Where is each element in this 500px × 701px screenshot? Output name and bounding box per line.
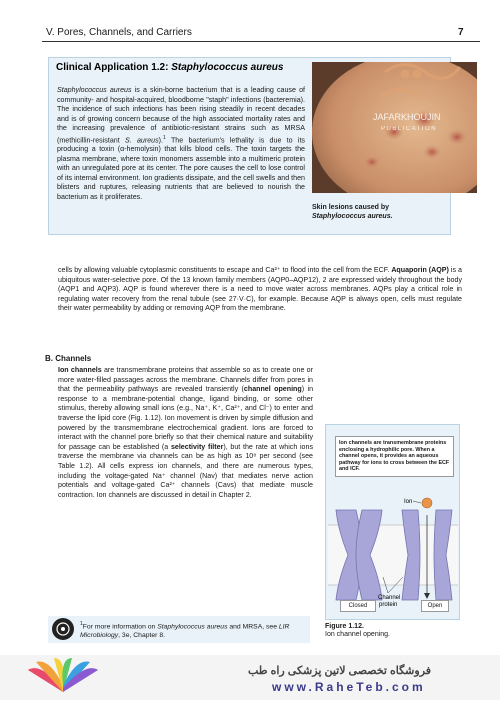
clinical-body-part1: is a skin-borne bacterium that is a leading cause of community- and hospital-acquired, bloodborne "staph" infections (bacteremia). The incidence of such infections has been rising steadily in recent decades and is of growing concern because of the high associated mortality rates and the increasing prevalence of antibiotic-resistant strains such as MRSA (methicillin-resistant [57, 86, 305, 144]
open-label: Open [421, 600, 449, 612]
store-name: فروشگاه تخصصی لاتین پزشکی راه طب [248, 665, 432, 677]
open-channel [402, 510, 452, 600]
ion-particle [422, 498, 432, 508]
header-rule [42, 41, 480, 42]
book-seal-icon [52, 618, 74, 640]
channels-bold1: channel opening [243, 385, 302, 394]
section-heading: B. Channels [45, 354, 92, 363]
watermark-line2: PUBLICATION [381, 126, 438, 132]
clinical-body-part3: The bacterium's lethality is due to its producing a toxin (α-hemolysin) that kills blood cells. The toxin targets the plasma membrane, where toxin monomers assemble into a multimeric protein with an unregulated pore at its center. The pore causes the cell to lose control of its internal environment. Ion gradients dissipate, and the cell swells and then blisters and ruptures, releasing nutrients that are believed to nourish the bacterium as it proliferates. [57, 135, 305, 201]
footnote-t3: , 3e, Chapter 8. [118, 631, 166, 639]
channels-text2: ) in response to a membrane-potential change, ligand binding, or some other stimulus, thereby allowing small ions (e.g., Na⁺, K⁺, Ca²⁺, and Cl⁻) to enter and traverse the lipid core (Fig. 1.12). Ion movement is driven by simple diffusion and powered by the transmembrane electrochemical gradient. Ions are forced to interact with the channel pore briefly so that their chemical nature and suitability for passage can be established (a [58, 385, 314, 451]
figure-caption: Ion channel opening. [325, 631, 390, 638]
caption-plain: Skin lesions caused by [312, 204, 390, 211]
watermark-line1: JAFARKHOUJIN [373, 112, 441, 122]
channels-paragraph [58, 366, 313, 500]
channels-text1: are transmembrane proteins that assemble so as to create one or more water-filled passages across the membrane. Channels differ from pores in that the permeability pathways are revealed transiently ( [58, 366, 313, 394]
channels-lead-term: Ion channels [58, 366, 102, 374]
clinical-body-italic: S. aureus [124, 135, 159, 144]
publisher-watermark [365, 52, 470, 152]
footnote-i1: Staphylococcus aureus [157, 623, 228, 631]
ion-label: Ion [404, 499, 413, 505]
figure-callout: Ion channels are transmembrane proteins enclosing a hydrophilic pore. When a channel opens, it provides an aqueous pathway for ions to cross between the ECF and ICF. [335, 436, 454, 477]
footnote-t2: and MRSA, see [227, 623, 279, 631]
closed-label: Closed [340, 600, 376, 612]
clinical-body-part2: ). [158, 135, 163, 144]
clinical-body-lead: Staphylococcus aureus [57, 86, 132, 94]
clinical-application-body [57, 86, 305, 202]
channels-text3: ), but the rate at which ions traverse the membrane via channels can be as high as 10⁸ per second (see Table 1.2). All cells express ion channels, and there are numerous types, including the voltage-gated Na⁺ channel (Nav) that mediates nerve action potentials and voltage-gated Ca²⁺ channels (Cavs) that mediate muscle contraction. Ion channels are discussed in detail in Chapter 2. [58, 442, 313, 499]
caption-italic: Staphylococcus aureus. [312, 213, 393, 220]
page-number: 7 [458, 27, 464, 38]
clinical-title-prefix: Clinical Application 1.2: [56, 62, 172, 73]
para1-text2: is a ubiquitous water-selective pore. Of the 13 known family members (AQP0–AQP12), 2 are expressed widely throughout the body (AQP1 and AQP3). AQP is found wherever there is a need to move water across membranes. AQPs play a critical role in regulating water recovery from the renal tubule (see 27·V·C), for example. Because AQP is always open, cells must regulate their water permeability by adding or removing AQP from the membrane. [58, 266, 462, 313]
footnote-text [80, 620, 308, 640]
aquaporin-paragraph [58, 266, 462, 314]
clinical-application-title [56, 62, 283, 73]
para1-bold-term: Aquaporin (AQP) [391, 266, 449, 274]
figure-number: Figure 1.12. [325, 623, 364, 630]
book-fan-logo [20, 658, 106, 696]
store-url[interactable]: www.RaheTeb.com [272, 680, 426, 694]
footnote-t1: For more information on [82, 623, 158, 631]
footnote-sup: 1 [80, 621, 83, 627]
protein-label: protein [379, 602, 398, 608]
footnote-i2: LIR Microbiology [80, 623, 290, 639]
footnote-marker: 1 [163, 134, 166, 141]
clinical-title-organism: Staphylococcus aureus [171, 62, 284, 73]
para1-text: cells by allowing valuable cytoplasmic constituents to escape and Ca²⁺ to flood into the cell from the ECF. [58, 266, 392, 274]
channel-label: Channel [378, 595, 401, 601]
skin-photo-caption [312, 203, 442, 221]
channels-bold2: selectivity filter [170, 442, 224, 451]
ion-channel-diagram [328, 485, 458, 615]
running-head: V. Pores, Channels, and Carriers [46, 27, 192, 38]
